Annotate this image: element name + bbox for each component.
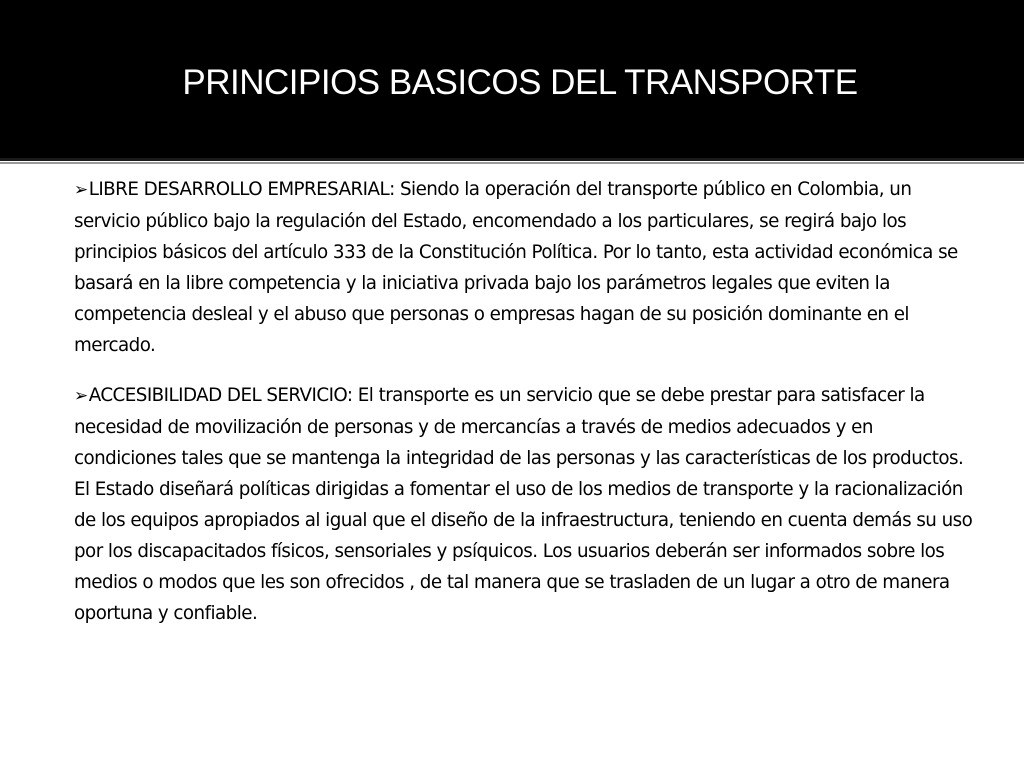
divider-line xyxy=(0,158,1024,161)
paragraph-text: ACCESIBILIDAD DEL SERVICIO: El transporte es un servicio que se debe prestar para satisfacer la necesidad de movilización de personas y de mercancías a través de medios adecuados y en condiciones tales que se mantenga la integridad de las personas y las características de los productos. El Estado diseñará políticas dirigidas a fomentar el uso de los medios de transporte y la racionalización de los equipos apropiados al igual que el diseño de la infraestructura, teniendo en cuenta demás su uso por los discapacitados físicos, sensoriales y psíquicos. Los usuarios deberán ser informados sobre los medios o modos que les son ofrecidos , de tal manera que se trasladen de un lugar a otro de manera oportuna y confiable. xyxy=(74,385,973,624)
bullet-paragraph-accesibilidad xyxy=(74,380,979,629)
paragraph-text: LIBRE DESARROLLO EMPRESARIAL: Siendo la operación del transporte público en Colombia, un servicio público bajo la regulación del Estado, encomendado a los particulares, se regirá bajo los principios básicos del artículo 333 de la Constitución Política. Por lo tanto, esta actividad económica se basará en la libre competencia y la iniciativa privada bajo los parámetros legales que eviten la competencia desleal y el abuso que personas o empresas hagan de su posición dominante en el mercado. xyxy=(74,179,958,356)
slide-body xyxy=(74,174,979,648)
divider-line-light xyxy=(0,162,1024,164)
arrow-bullet-icon: ➢ xyxy=(74,386,88,406)
bullet-paragraph-libre-desarrollo xyxy=(74,174,979,361)
slide-title: PRINCIPIOS BASICOS DEL TRANSPORTE xyxy=(182,63,858,102)
title-bar xyxy=(0,0,1024,158)
arrow-bullet-icon: ➢ xyxy=(74,180,88,200)
